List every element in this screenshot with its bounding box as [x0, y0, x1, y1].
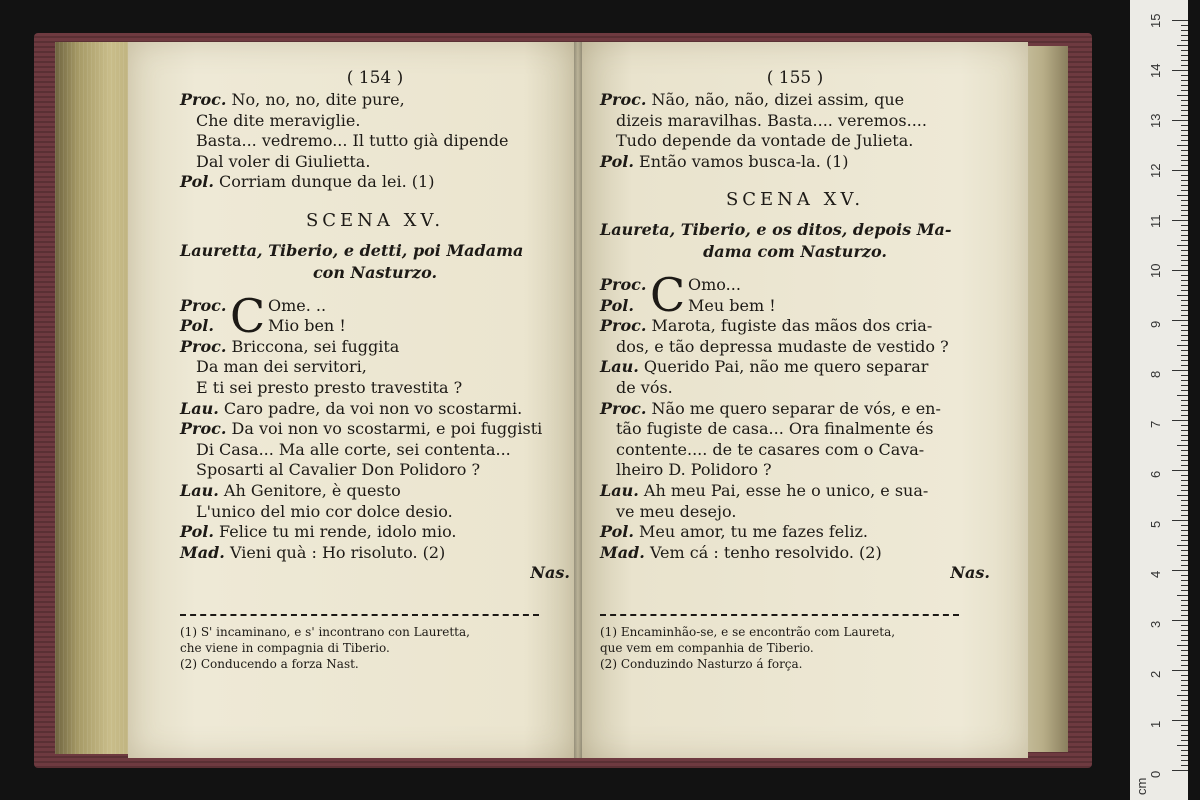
ruler-tick: [1181, 605, 1188, 606]
ruler-tick: [1177, 195, 1188, 196]
ruler-tick: [1181, 35, 1188, 36]
ruler-tick: [1181, 625, 1188, 626]
ruler-tick: [1181, 690, 1188, 691]
line-text: Vem cá : tenho resolvido. (2): [649, 542, 882, 562]
ruler-tick: [1181, 730, 1188, 731]
text-line: [180, 357, 570, 378]
ruler-tick: [1181, 410, 1188, 411]
speaker-label: Proc.: [600, 316, 647, 336]
footnote-line: que vem em companhia de Tiberio.: [600, 640, 814, 655]
cast-line: Lauretta, Tiberio, e detti, poi Madama: [180, 240, 524, 260]
footnote-line: (2) Conduzindo Nasturzo á força.: [600, 656, 803, 671]
ruler-tick: [1172, 220, 1188, 221]
scene-heading: SCENA XV.: [305, 209, 445, 231]
ruler-tick: [1172, 570, 1188, 571]
drop-cap-letter: C: [650, 267, 686, 322]
ruler-number: 15: [1148, 13, 1163, 28]
ruler-tick: [1181, 480, 1188, 481]
ruler-tick: [1181, 505, 1188, 506]
ruler-tick: [1181, 635, 1188, 636]
line-text: Da voi non vo scostarmi, e poi fuggisti: [231, 419, 543, 439]
speaker-label: Proc.: [600, 90, 647, 109]
ruler-tick: [1181, 55, 1188, 56]
text-line: [180, 399, 570, 420]
ruler-tick: [1181, 230, 1188, 231]
speaker-label: Mad.: [600, 542, 645, 562]
text-line: [180, 440, 570, 461]
ruler-tick: [1177, 695, 1188, 696]
footnotes: [600, 624, 990, 672]
cast-line: dama com Nasturzo.: [703, 241, 887, 261]
ruler-tick: [1181, 425, 1188, 426]
speaker-label: Lau.: [600, 357, 639, 377]
ruler-tick: [1181, 100, 1188, 101]
ruler-tick: [1172, 320, 1188, 321]
text-line: [600, 131, 990, 152]
ruler-number: 7: [1148, 420, 1163, 428]
ruler-tick: [1181, 755, 1188, 756]
text-line: [600, 316, 990, 337]
text-line: [600, 399, 990, 420]
ruler-tick: [1181, 700, 1188, 701]
speaker-label: Proc.: [180, 419, 227, 439]
ruler-tick: [1172, 770, 1188, 771]
ruler-number: 13: [1148, 113, 1163, 128]
line-text: Caro padre, da voi non vo scostarmi.: [223, 398, 523, 418]
ruler-tick: [1172, 420, 1188, 421]
ruler-tick: [1181, 725, 1188, 726]
speaker-label: Pol.: [600, 151, 634, 171]
line-text: Felice tu mi rende, idolo mio.: [219, 522, 457, 542]
text-line: [180, 522, 570, 543]
ruler-tick: [1181, 640, 1188, 641]
ruler-tick: [1181, 580, 1188, 581]
ruler-tick: [1181, 665, 1188, 666]
ruler-tick: [1181, 450, 1188, 451]
drop-cap-block: [180, 288, 570, 343]
speaker-label: Pol.: [180, 316, 214, 336]
ruler-tick: [1181, 105, 1188, 106]
scene-heading: SCENA XV.: [725, 189, 865, 211]
catchword: Nas.: [530, 563, 570, 583]
drop-lines: [688, 275, 776, 316]
ruler-tick: [1181, 260, 1188, 261]
ruler-tick: [1181, 130, 1188, 131]
text-line: [180, 419, 570, 440]
text-line: [180, 378, 570, 399]
text-line: [180, 131, 570, 152]
ruler-tick: [1181, 430, 1188, 431]
ruler-tick: [1181, 290, 1188, 291]
speaker-label: Pol.: [180, 172, 214, 192]
ruler-tick: [1181, 340, 1188, 341]
ruler-tick: [1181, 540, 1188, 541]
ruler-tick: [1172, 70, 1188, 71]
line-text: Ah Genitore, è questo: [223, 480, 401, 500]
text-line: [180, 90, 570, 111]
ruler-tick: [1181, 400, 1188, 401]
ruler-tick: [1181, 240, 1188, 241]
ruler-number: 9: [1148, 320, 1163, 328]
ruler-tick: [1181, 315, 1188, 316]
line-text: Basta... vedremo... Il tutto già dipende: [196, 131, 509, 151]
ruler-tick: [1181, 435, 1188, 436]
line-text: Então vamos busca-la. (1): [639, 151, 849, 171]
ruler-tick: [1177, 345, 1188, 346]
line-text: dos, e tão depressa mudaste de vestido ?: [616, 336, 949, 356]
ruler-tick: [1181, 535, 1188, 536]
ruler-number: 2: [1148, 670, 1163, 678]
footnotes: [180, 624, 570, 672]
ruler-tick: [1181, 750, 1188, 751]
ruler-tick: [1181, 265, 1188, 266]
ruler-tick: [1181, 760, 1188, 761]
text-line: [180, 460, 570, 481]
speaker-label: Pol.: [600, 295, 634, 315]
ruler-tick: [1181, 80, 1188, 81]
ruler-number: 10: [1148, 263, 1163, 278]
ruler-tick: [1181, 460, 1188, 461]
ruler-tick: [1181, 405, 1188, 406]
ruler-number: 0: [1148, 770, 1163, 778]
speaker-label: Proc.: [180, 336, 227, 356]
ruler-tick: [1181, 135, 1188, 136]
ruler-tick: [1172, 520, 1188, 521]
ruler-tick: [1177, 95, 1188, 96]
ruler-tick: [1177, 495, 1188, 496]
text-line: [180, 502, 570, 523]
ruler-tick: [1181, 30, 1188, 31]
text-line: [180, 337, 570, 358]
ruler-tick: [1177, 545, 1188, 546]
line-text: tão fugiste de casa... Ora finalmente és: [616, 419, 934, 439]
ruler-tick: [1181, 150, 1188, 151]
ruler-tick: [1181, 590, 1188, 591]
ruler-number: 4: [1148, 570, 1163, 578]
ruler-tick: [1181, 40, 1188, 41]
ruler-tick: [1181, 660, 1188, 661]
speaker-label: Lau.: [180, 398, 219, 418]
ruler-tick: [1181, 205, 1188, 206]
ruler-tick: [1181, 380, 1188, 381]
ruler-tick: [1181, 300, 1188, 301]
ruler-tick: [1172, 470, 1188, 471]
ruler-tick: [1181, 375, 1188, 376]
speaker-label: Proc.: [180, 295, 227, 315]
ruler-number: 3: [1148, 620, 1163, 628]
cast-list: [600, 219, 990, 263]
text-line: [600, 111, 990, 132]
ruler-tick: [1181, 550, 1188, 551]
text-line: [600, 522, 990, 543]
line-text: contente.... de te casares com o Cava-: [616, 439, 925, 459]
ruler-tick: [1181, 25, 1188, 26]
ruler-tick: [1181, 50, 1188, 51]
ruler-tick: [1181, 225, 1188, 226]
ruler-tick: [1181, 655, 1188, 656]
ruler-tick: [1181, 215, 1188, 216]
book-gutter: [574, 42, 582, 758]
ruler-tick: [1181, 385, 1188, 386]
ruler-tick: [1181, 515, 1188, 516]
drop-speakers: [600, 275, 650, 316]
cast-list: [180, 240, 570, 284]
text-line: [180, 172, 570, 193]
ruler-tick: [1181, 330, 1188, 331]
footnote-rule: [180, 614, 539, 616]
text-line: [600, 481, 990, 502]
ruler-tick: [1181, 465, 1188, 466]
ruler-tick: [1181, 285, 1188, 286]
ruler-tick: [1177, 45, 1188, 46]
text-line: [180, 481, 570, 502]
cast-line: con Nasturzo.: [312, 262, 438, 282]
ruler-tick: [1181, 175, 1188, 176]
ruler-tick: [1181, 740, 1188, 741]
ruler-tick: [1181, 190, 1188, 191]
text-line: [600, 543, 990, 564]
ruler-number: 14: [1148, 63, 1163, 78]
ruler-tick: [1177, 445, 1188, 446]
ruler-tick: [1181, 360, 1188, 361]
line-text: E ti sei presto presto travestita ?: [196, 377, 463, 397]
ruler-tick: [1181, 630, 1188, 631]
ruler-tick: [1181, 485, 1188, 486]
ruler-tick: [1181, 475, 1188, 476]
line-text: ve meu desejo.: [616, 501, 737, 521]
ruler-tick: [1181, 705, 1188, 706]
ruler-tick: [1181, 125, 1188, 126]
footnote-line: (2) Conducendo a forza Nast.: [180, 656, 359, 671]
drop-speakers: [180, 296, 230, 337]
line-text: Marota, fugiste das mãos dos cria-: [651, 316, 933, 336]
line-text: Não, não, não, dizei assim, que: [651, 90, 905, 109]
ruler-tick: [1181, 90, 1188, 91]
text-line: [600, 440, 990, 461]
line-text: Che dite meraviglie.: [196, 110, 361, 130]
line-text: Briccona, sei fuggita: [231, 336, 400, 356]
ruler-tick: [1172, 720, 1188, 721]
ruler-number: 5: [1148, 520, 1163, 528]
ruler-tick: [1181, 615, 1188, 616]
ruler-tick: [1181, 235, 1188, 236]
ruler-tick: [1181, 280, 1188, 281]
ruler-tick: [1181, 140, 1188, 141]
ruler-tick: [1181, 440, 1188, 441]
ruler-tick: [1181, 680, 1188, 681]
line-text: Meu amor, tu me fazes feliz.: [639, 522, 869, 542]
left-page-text: [180, 68, 570, 672]
ruler-tick: [1181, 155, 1188, 156]
text-line: [600, 152, 990, 173]
ruler-tick: [1181, 110, 1188, 111]
ruler-tick: [1181, 365, 1188, 366]
ruler-unit: cm: [1134, 777, 1149, 795]
speaker-label: Pol.: [600, 522, 634, 542]
ruler-tick: [1177, 645, 1188, 646]
line-text: Dal voler di Giulietta.: [196, 151, 371, 171]
ruler-tick: [1172, 120, 1188, 121]
ruler-tick: [1181, 210, 1188, 211]
ruler-tick: [1181, 510, 1188, 511]
ruler-tick: [1181, 160, 1188, 161]
ruler-number: 8: [1148, 370, 1163, 378]
ruler-tick: [1181, 415, 1188, 416]
ruler-tick: [1181, 585, 1188, 586]
text-line: [600, 337, 990, 358]
ruler-tick: [1181, 250, 1188, 251]
ruler-tick: [1172, 170, 1188, 171]
line-text: Tudo depende da vontade de Julieta.: [616, 131, 914, 151]
ruler-tick: [1181, 715, 1188, 716]
line-text: Querido Pai, não me quero separar: [643, 357, 929, 377]
ruler-tick: [1181, 735, 1188, 736]
ruler-tick: [1181, 575, 1188, 576]
ruler-tick: [1181, 335, 1188, 336]
drop-cap-block: [600, 267, 990, 322]
ruler-tick: [1181, 85, 1188, 86]
ruler-tick: [1181, 60, 1188, 61]
speaker-label: Mad.: [180, 542, 225, 562]
ruler-tick: [1181, 185, 1188, 186]
speaker-label: Lau.: [180, 480, 219, 500]
text-line: [600, 502, 990, 523]
ruler-tick: [1181, 530, 1188, 531]
text-line: [600, 357, 990, 378]
speaker-label: Proc.: [600, 398, 647, 418]
text-line: [180, 543, 570, 564]
page-number: ( 154 ): [346, 68, 404, 88]
ruler-tick: [1181, 525, 1188, 526]
ruler-tick: [1177, 745, 1188, 746]
speaker-label: Pol.: [180, 522, 214, 542]
ruler-tick: [1181, 490, 1188, 491]
ruler-tick: [1181, 355, 1188, 356]
page-number: ( 155 ): [766, 68, 824, 88]
catchword: Nas.: [950, 563, 990, 583]
ruler-tick: [1177, 595, 1188, 596]
ruler-number: 12: [1148, 163, 1163, 178]
ruler-tick: [1172, 20, 1188, 21]
line-text: de vós.: [616, 377, 673, 397]
ruler-tick: [1177, 245, 1188, 246]
ruler-tick: [1181, 310, 1188, 311]
text-line: [600, 460, 990, 481]
ruler-tick: [1181, 765, 1188, 766]
ruler-tick: [1181, 75, 1188, 76]
line-text: Mio ben !: [268, 316, 346, 336]
ruler-number: 6: [1148, 470, 1163, 478]
line-text: dizeis maravilhas. Basta.... veremos....: [616, 110, 927, 130]
line-text: Corriam dunque da lei. (1): [219, 172, 435, 192]
line-text: Não me quero separar de vós, e en-: [651, 398, 941, 418]
ruler-tick: [1181, 180, 1188, 181]
ruler-tick: [1177, 145, 1188, 146]
line-text: Sposarti al Cavalier Don Polidoro ?: [196, 460, 481, 480]
ruler-tick: [1181, 350, 1188, 351]
text-line: [600, 90, 990, 111]
ruler-tick: [1181, 390, 1188, 391]
line-text: Vieni quà : Ho risoluto. (2): [229, 542, 446, 562]
text-line: [180, 152, 570, 173]
ruler-tick: [1172, 670, 1188, 671]
ruler-tick: [1181, 65, 1188, 66]
speaker-label: Lau.: [600, 480, 639, 500]
speaker-label: Proc.: [180, 90, 227, 109]
ruler-number: 11: [1148, 214, 1163, 228]
ruler-tick: [1181, 675, 1188, 676]
text-line: [600, 419, 990, 440]
ruler-number: 1: [1148, 720, 1163, 728]
footnote-line: che viene in compagnia di Tiberio.: [180, 640, 390, 655]
line-text: Ome. ..: [268, 295, 327, 315]
drop-cap-letter: C: [230, 288, 266, 343]
ruler-tick: [1181, 555, 1188, 556]
ruler-tick: [1181, 600, 1188, 601]
ruler-tick: [1177, 395, 1188, 396]
footnote-line: (1) S' incaminano, e s' incontrano con Lauretta,: [180, 624, 470, 639]
line-text: Di Casa... Ma alle corte, sei contenta...: [196, 439, 511, 459]
drop-lines: [268, 296, 346, 337]
ruler-tick: [1181, 685, 1188, 686]
ruler-tick: [1181, 500, 1188, 501]
line-text: No, no, no, dite pure,: [231, 90, 405, 109]
line-text: Omo...: [688, 274, 741, 294]
ruler-tick: [1172, 270, 1188, 271]
footnote-line: (1) Encaminhão-se, e se encontrão com Laureta,: [600, 624, 896, 639]
ruler-tick: [1172, 620, 1188, 621]
ruler-tick: [1181, 275, 1188, 276]
line-text: L'unico del mio cor dolce desio.: [196, 501, 453, 521]
footnote-rule: [600, 614, 959, 616]
text-line: [600, 378, 990, 399]
ruler-tick: [1177, 295, 1188, 296]
ruler-tick: [1181, 610, 1188, 611]
ruler-tick: [1172, 370, 1188, 371]
line-text: Meu bem !: [688, 295, 776, 315]
ruler-tick: [1181, 710, 1188, 711]
text-line: [180, 111, 570, 132]
ruler-tick: [1181, 255, 1188, 256]
ruler-tick: [1181, 565, 1188, 566]
ruler-tick: [1181, 325, 1188, 326]
line-text: lheiro D. Polidoro ?: [616, 460, 772, 480]
cast-line: Laureta, Tiberio, e os ditos, depois Ma-: [600, 219, 952, 239]
ruler-tick: [1181, 560, 1188, 561]
ruler-tick: [1181, 305, 1188, 306]
ruler-tick: [1181, 165, 1188, 166]
line-text: Da man dei servitori,: [196, 357, 367, 377]
line-text: Ah meu Pai, esse he o unico, e sua-: [643, 480, 929, 500]
ruler-tick: [1181, 115, 1188, 116]
right-page-text: [600, 68, 990, 672]
speaker-label: Proc.: [600, 274, 647, 294]
ruler-tick: [1181, 455, 1188, 456]
ruler-tick: [1181, 200, 1188, 201]
measuring-ruler: [1130, 0, 1188, 800]
ruler-tick: [1181, 650, 1188, 651]
